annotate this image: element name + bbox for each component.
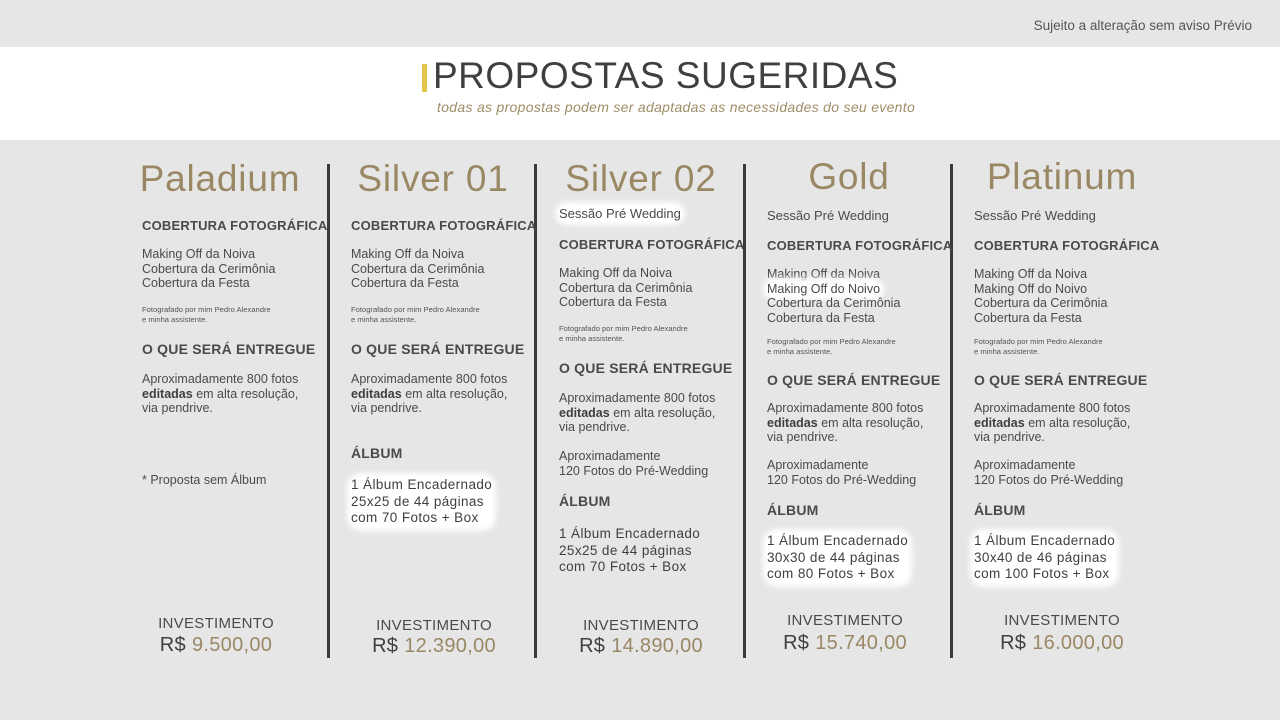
photographer-note-line: Fotografado por mim Pedro Alexandre (974, 337, 1103, 346)
delivery-line: via pendrive. (351, 401, 422, 416)
session-label: Sessão Pré Wedding (767, 208, 889, 223)
prewedding-line: Aproximadamente (974, 458, 1076, 472)
plan-column-platinum (974, 150, 1174, 660)
album-highlight (974, 533, 1115, 583)
coverage-item-highlight: Making Off do Noivo (767, 281, 881, 296)
currency: R$ (159, 634, 186, 656)
investment-label: INVESTIMENTO (787, 612, 903, 629)
coverage-item: Cobertura da Cerimônia (351, 261, 485, 276)
price-value: 9.500,00 (191, 634, 273, 656)
price (116, 634, 316, 657)
prewedding-line: 120 Fotos do Pré-Wedding (974, 472, 1124, 487)
page-subtitle: todas as propostas podem ser adaptadas as necessidades do seu evento (437, 99, 916, 115)
album-details (559, 526, 700, 576)
coverage-list (559, 266, 692, 310)
plan-column-paladium (139, 150, 342, 660)
delivery-heading: O QUE SERÁ ENTREGUE (351, 341, 525, 357)
delivery-line: Aproximadamente 800 fotos (351, 372, 508, 386)
coverage-heading: COBERTURA FOTOGRÁFICA (351, 218, 537, 233)
album-highlight (351, 477, 492, 527)
accent-bar (422, 64, 427, 92)
coverage-list (974, 267, 1107, 326)
delivery-line (142, 387, 298, 402)
prewedding-text (767, 458, 916, 487)
delivery-text (767, 401, 923, 445)
plan-column-silver-02 (559, 150, 759, 660)
investment-label: INVESTIMENTO (158, 615, 274, 632)
plan-name: Platinum (986, 156, 1138, 197)
coverage-heading: COBERTURA FOTOGRÁFICA (767, 238, 953, 253)
plan-name: Silver 01 (357, 158, 509, 199)
plan-name: Paladium (139, 158, 301, 199)
prewedding-line: Aproximadamente (767, 458, 869, 472)
photographer-note-line: e minha assistente. (351, 315, 417, 324)
delivery-heading: O QUE SERÁ ENTREGUE (974, 372, 1148, 388)
plan-column-gold (767, 150, 967, 660)
plan-name: Gold (808, 156, 890, 197)
album-heading: ÁLBUM (559, 493, 611, 509)
delivery-heading: O QUE SERÁ ENTREGUE (142, 341, 316, 357)
photographer-note-line: e minha assistente. (767, 347, 833, 356)
album-heading: ÁLBUM (767, 502, 819, 518)
album-line: 30x40 de 46 páginas (974, 549, 1107, 565)
album-line: 1 Álbum Encadernado (351, 477, 493, 492)
investment-label: INVESTIMENTO (376, 617, 492, 634)
plan-column-silver-01 (351, 150, 551, 660)
album-highlight (767, 533, 908, 583)
album-heading: ÁLBUM (974, 502, 1026, 518)
coverage-list (142, 247, 275, 291)
session-highlight: Sessão Pré Wedding (559, 206, 681, 221)
price-value: 16.000,00 (1032, 632, 1124, 654)
price-value: 14.890,00 (611, 635, 703, 657)
coverage-item: Making Off da Noiva (559, 266, 673, 280)
album-line: com 70 Fotos + Box (559, 559, 687, 574)
photographer-note-line: e minha assistente. (559, 334, 625, 343)
delivery-line: Aproximadamente 800 fotos (559, 391, 716, 405)
coverage-item: Making Off da Noiva (767, 267, 881, 281)
coverage-item: Cobertura da Cerimônia (142, 261, 276, 276)
delivery-bold: editadas (767, 415, 818, 430)
session-label: Sessão Pré Wedding (974, 208, 1096, 223)
price-value: 15.740,00 (815, 632, 907, 654)
delivery-bold: editadas (351, 386, 402, 401)
delivery-line: Aproximadamente 800 fotos (142, 372, 299, 386)
delivery-heading: O QUE SERÁ ENTREGUE (559, 360, 733, 376)
prewedding-text (559, 449, 708, 478)
coverage-item (767, 282, 900, 297)
coverage-item: Making Off da Noiva (142, 247, 256, 261)
album-line: 1 Álbum Encadernado (974, 533, 1116, 548)
coverage-heading: COBERTURA FOTOGRÁFICA (142, 218, 328, 233)
session-label (559, 206, 681, 221)
delivery-text (559, 391, 715, 435)
price (541, 635, 741, 658)
album-line: 25x25 de 44 páginas (559, 542, 692, 558)
currency: R$ (579, 635, 606, 657)
coverage-item: Making Off da Noiva (351, 247, 465, 261)
delivery-line: Aproximadamente 800 fotos (974, 401, 1131, 415)
price (334, 635, 534, 658)
coverage-item: Cobertura da Festa (767, 311, 875, 326)
prewedding-line: 120 Fotos do Pré-Wedding (767, 472, 917, 487)
delivery-line (351, 387, 507, 402)
currency: R$ (372, 635, 399, 657)
delivery-line: via pendrive. (767, 430, 838, 445)
album-line: com 100 Fotos + Box (974, 566, 1110, 581)
coverage-item: Cobertura da Festa (559, 295, 667, 310)
photographer-note-line: Fotografado por mim Pedro Alexandre (767, 337, 896, 346)
plan-name: Silver 02 (565, 158, 717, 199)
delivery-line: via pendrive. (142, 401, 213, 416)
prewedding-line: 120 Fotos do Pré-Wedding (559, 463, 709, 478)
prewedding-line: Aproximadamente (559, 449, 661, 463)
delivery-text (974, 401, 1130, 445)
photographer-note (142, 305, 271, 325)
album-line: com 70 Fotos + Box (351, 510, 479, 525)
photographer-note-line: Fotografado por mim Pedro Alexandre (559, 324, 688, 333)
album-line: 1 Álbum Encadernado (767, 533, 909, 548)
album-line: com 80 Fotos + Box (767, 566, 895, 581)
currency: R$ (1000, 632, 1027, 654)
photographer-note-line: Fotografado por mim Pedro Alexandre (351, 305, 480, 314)
album-details (351, 477, 492, 527)
album-line: 30x30 de 44 páginas (767, 549, 900, 565)
photographer-note-line: e minha assistente. (142, 315, 208, 324)
delivery-line (767, 416, 923, 431)
delivery-bold: editadas (559, 405, 610, 420)
delivery-rest: em alta resolução, (1024, 415, 1131, 430)
coverage-item: Cobertura da Cerimônia (974, 296, 1108, 311)
delivery-line: via pendrive. (559, 420, 630, 435)
delivery-text (142, 372, 298, 416)
album-details (974, 533, 1115, 583)
page-title-group (422, 55, 898, 97)
photographer-note (351, 305, 480, 325)
coverage-list (767, 267, 900, 326)
price-value: 12.390,00 (404, 635, 496, 657)
photographer-note-line: Fotografado por mim Pedro Alexandre (142, 305, 271, 314)
delivery-line (559, 406, 715, 421)
coverage-item: Cobertura da Festa (974, 311, 1082, 326)
prewedding-text (974, 458, 1123, 487)
price (745, 632, 945, 655)
delivery-line: via pendrive. (974, 430, 1045, 445)
delivery-bold: editadas (974, 415, 1025, 430)
delivery-line (974, 416, 1130, 431)
delivery-rest: em alta resolução, (817, 415, 924, 430)
album-details (767, 533, 908, 583)
coverage-heading: COBERTURA FOTOGRÁFICA (559, 237, 745, 252)
album-heading: ÁLBUM (351, 445, 403, 461)
delivery-heading: O QUE SERÁ ENTREGUE (767, 372, 941, 388)
delivery-rest: em alta resolução, (609, 405, 716, 420)
coverage-item: Cobertura da Cerimônia (767, 296, 901, 311)
coverage-item: Cobertura da Cerimônia (559, 280, 693, 295)
delivery-bold: editadas (142, 386, 193, 401)
price (962, 632, 1162, 655)
coverage-item: Cobertura da Festa (351, 276, 459, 291)
investment-label: INVESTIMENTO (583, 617, 699, 634)
coverage-list (351, 247, 484, 291)
investment-label: INVESTIMENTO (1004, 612, 1120, 629)
coverage-item: Cobertura da Festa (142, 276, 250, 291)
photographer-note (559, 324, 688, 344)
photographer-note (974, 337, 1103, 357)
delivery-rest: em alta resolução, (401, 386, 508, 401)
disclaimer-notice: Sujeito a alteração sem aviso Prévio (1033, 18, 1252, 33)
coverage-item: Making Off da Noiva (974, 267, 1088, 281)
coverage-heading: COBERTURA FOTOGRÁFICA (974, 238, 1160, 253)
delivery-line: Aproximadamente 800 fotos (767, 401, 924, 415)
photographer-note (767, 337, 896, 357)
delivery-text (351, 372, 507, 416)
album-line: 1 Álbum Encadernado (559, 526, 701, 541)
page-title: PROPOSTAS SUGERIDAS (433, 55, 899, 96)
no-album-note: * Proposta sem Álbum (142, 473, 267, 487)
photographer-note-line: e minha assistente. (974, 347, 1040, 356)
album-line: 25x25 de 44 páginas (351, 493, 484, 509)
coverage-item: Making Off do Noivo (974, 281, 1088, 296)
delivery-rest: em alta resolução, (192, 386, 299, 401)
currency: R$ (783, 632, 810, 654)
